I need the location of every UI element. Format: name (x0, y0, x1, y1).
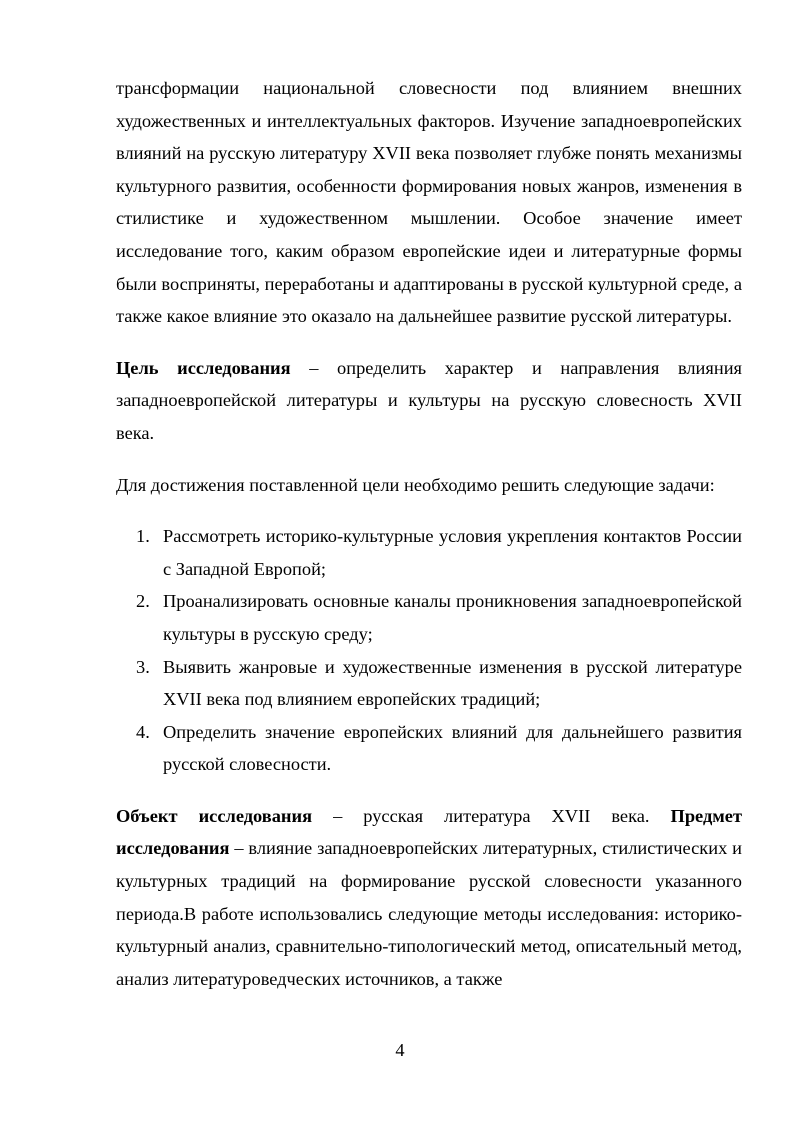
list-item-number: 3. (136, 656, 150, 677)
list-item-text: Выявить жанровые и художественные изменения в русской литературе XVII века под влиянием европейских традиций; (163, 656, 742, 710)
object-label: Объект исследования (116, 805, 313, 826)
page-number: 4 (395, 1040, 405, 1060)
list-item-number: 4. (136, 721, 150, 742)
intro-paragraph: трансформации национальной словесности под влиянием внешних художественных и интеллектуальных факторов. Изучение западноевропейских влияний на русскую литературу XVII века позволяет глубже понять механизмы культурного развития, особенности формирования новых жанров, изменения в стилистике и художественном мышлении. Особое значение имеет исследование того, каким образом европейские идеи и литературные формы были восприняты, переработаны и адаптированы в русской культурной среде, а также какое влияние это оказало на дальнейшее развитие русской литературы. (116, 78, 742, 327)
page-body (116, 72, 742, 995)
subject-label: Предмет исследования (116, 805, 742, 859)
object-text: – русская литература XVII века. (312, 805, 671, 826)
goal-paragraph (116, 352, 742, 450)
list-item-text: Определить значение европейских влияний для дальнейшего развития русской словесности. (163, 721, 742, 775)
tasks-list (116, 520, 742, 781)
subject-text: – влияние западноевропейских литературных, стилистических и культурных традиций на формирование русской словесности указанного периода.В работе использовались следующие методы исследования: историко-культурный анализ, сравнительно-типологический метод, описательный метод, анализ литературоведческих источников, а также (116, 838, 742, 989)
goal-label: Цель исследования (116, 357, 291, 378)
tasks-intro: Для достижения поставленной цели необходимо решить следующие задачи: (116, 474, 715, 495)
list-item (116, 520, 742, 585)
list-item (116, 651, 742, 716)
list-item-number: 1. (136, 526, 150, 547)
list-item-text: Проанализировать основные каналы проникновения западноевропейской культуры в русскую среду; (163, 591, 742, 644)
list-item-text: Рассмотреть историко-культурные условия укрепления контактов России с Западной Европой; (163, 526, 742, 579)
list-item (116, 716, 742, 781)
goal-text: – определить характер и направления влияния западноевропейской литературы и культуры на русскую словесность XVII века. (116, 357, 743, 443)
list-item-number: 2. (136, 591, 150, 612)
list-item (116, 585, 742, 650)
object-subject-paragraph (116, 800, 742, 996)
